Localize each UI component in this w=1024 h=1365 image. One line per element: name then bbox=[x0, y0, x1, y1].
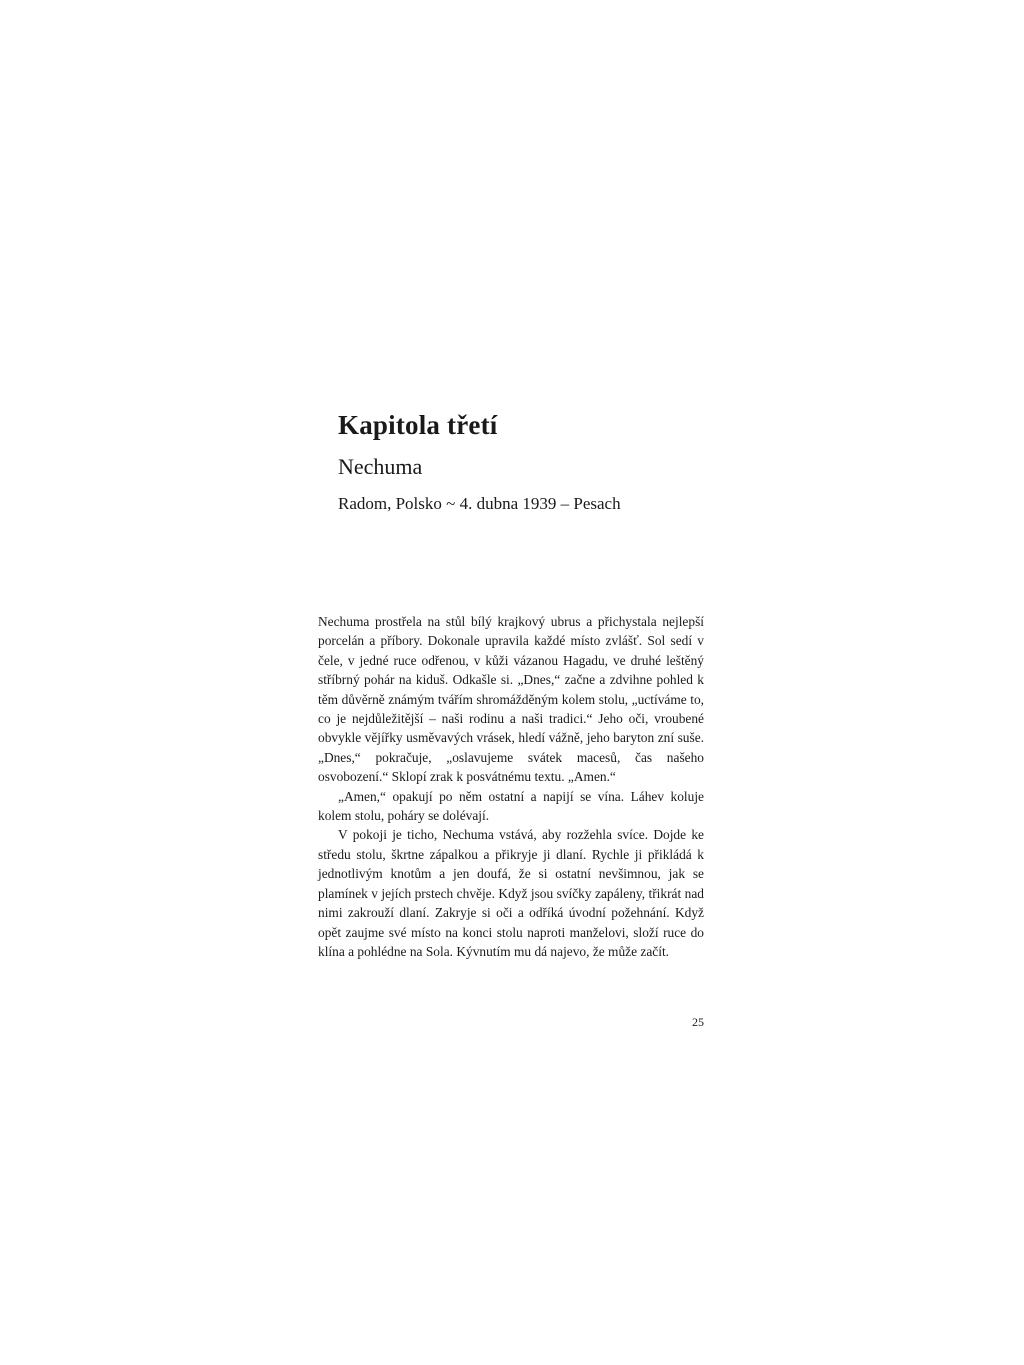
body-text bbox=[318, 612, 704, 961]
page-number: 25 bbox=[692, 1015, 704, 1029]
chapter-dateline: Radom, Polsko ~ 4. dubna 1939 – Pesach bbox=[338, 494, 621, 513]
chapter-subtitle: Nechuma bbox=[338, 454, 423, 479]
chapter-title: Kapitola třetí bbox=[338, 410, 498, 440]
paragraph: V pokoji je ticho, Nechuma vstává, aby rozžehla svíce. Dojde ke středu stolu, škrtne zápalkou a přikryje ji dlaní. Rychle ji přikládá k jednotlivým knotům a jen doufá, že si ostatní nevšimnou, jak se plamínek v jejích prstech chvěje. Když jsou svíčky zapáleny, třikrát nad nimi zakrouží dlaní. Zakryje si oči a odříká úvodní požehnání. Když opět zaujme své místo na konci stolu naproti manželovi, složí ruce do klína a pohlédne na Sola. Kývnutím mu dá najevo, že může začít. bbox=[318, 827, 704, 959]
paragraph: Nechuma prostřela na stůl bílý krajkový ubrus a přichystala nejlepší porcelán a příbory. Dokonale upravila každé místo zvlášť. Sol sedí v čele, v jedné ruce odřenou, v kůži vázanou Hagadu, ve druhé leštěný stříbrný pohár na kiduš. Odkašle si. „Dnes,“ začne a zdvihne pohled k těm důvěrně známým tvářím shromážděným kolem stolu, „uctíváme to, co je nejdůležitější – naši rodinu a naši tradici.“ Jeho oči, vroubené obvykle vějířky usměvavých vrásek, hledí vážně, jeho baryton zní suše. „Dnes,“ pokračuje, „oslavujeme svátek macesů, čas našeho osvobození.“ Sklopí zrak k posvátnému textu. „Amen.“ bbox=[318, 614, 704, 785]
paragraph: „Amen,“ opakují po něm ostatní a napijí se vína. Láhev koluje kolem stolu, poháry se dolévají. bbox=[318, 788, 704, 824]
